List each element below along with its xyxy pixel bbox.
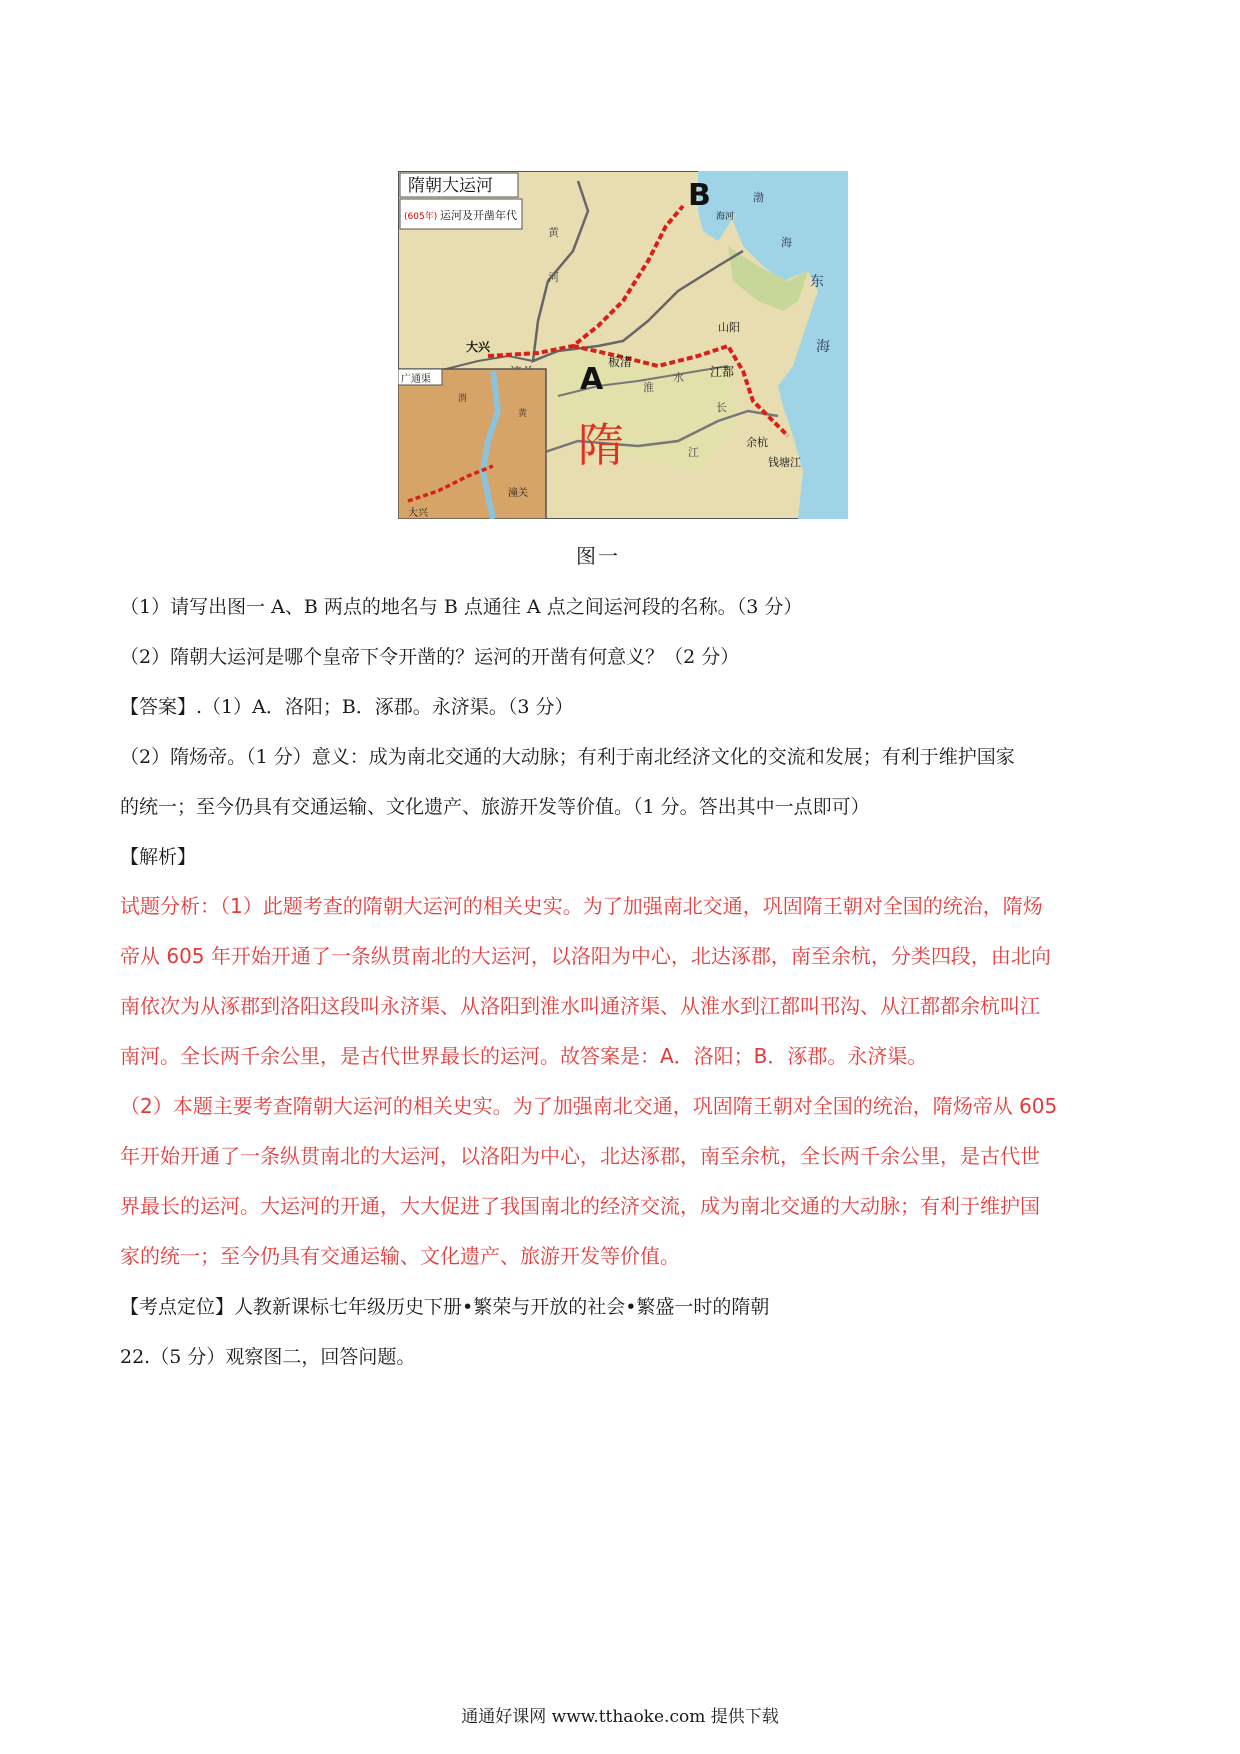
- inset-huang: 黄: [518, 409, 528, 419]
- place-shanyang: 山阳: [718, 321, 740, 334]
- analysis-p1-line: 试题分析：（1）此题考查的隋朝大运河的相关史实。为了加强南北交通，巩固隋王朝对全国的统治，隋炀: [120, 894, 1043, 918]
- analysis-p1-line: 南河。全长两千余公里，是古代世界最长的运河。故答案是：A．洛阳；B．涿郡。永济渠。: [120, 1044, 928, 1068]
- river-label-shui: 水: [673, 371, 684, 384]
- sui-grand-canal-map: [398, 171, 848, 519]
- map-title: 隋朝大运河: [408, 176, 493, 196]
- answer-line-2: （2）隋炀帝。（1 分）意义：成为南北交通的大动脉；有利于南北经济文化的交流和发展；有利于维护国家: [120, 746, 1015, 768]
- question-2: （2）隋朝大运河是哪个皇帝下令开凿的？运河的开凿有何意义？（2 分）: [120, 646, 740, 668]
- inset-map: [398, 369, 546, 519]
- analysis-label: 【解析】: [120, 846, 197, 868]
- place-jiangdu: 江都: [710, 365, 735, 379]
- figure-caption: 图一: [576, 544, 620, 568]
- point-b-label: B: [688, 178, 711, 213]
- legend-text: 运河及开凿年代: [440, 209, 517, 222]
- answer-line-1: 【答案】.（1）A．洛阳；B．涿郡。永济渠。（3 分）: [120, 696, 574, 718]
- sea-label-bo: 渤: [753, 191, 764, 204]
- sea-label-dong: 东: [810, 274, 824, 290]
- page-footer: 通通好课网 www.tthaoke.com 提供下载: [461, 1707, 779, 1727]
- legend-year: (605年): [404, 212, 438, 222]
- river-label-chang: 长: [716, 401, 727, 414]
- analysis-p2-line: （2）本题主要考查隋朝大运河的相关史实。为了加强南北交通，巩固隋王朝对全国的统治，隋炀帝从 605: [120, 1094, 1058, 1118]
- inset-title: 广通渠: [401, 374, 431, 385]
- place-daxing: 大兴: [466, 340, 491, 354]
- analysis-p2-line: 界最长的运河。大运河的开通，大大促进了我国南北的经济交流，成为南北交通的大动脉；有利于维护国: [120, 1194, 1040, 1218]
- inset-wei: 渭: [458, 394, 468, 404]
- empire-label: 隋: [578, 418, 624, 472]
- place-yuhang: 余杭: [746, 436, 768, 449]
- river-label-huai: 淮: [643, 381, 654, 394]
- river-label-huang: 黄: [548, 226, 559, 239]
- river-label-he: 河: [548, 271, 559, 284]
- map-figure: [398, 171, 848, 519]
- analysis-p2-line: 家的统一；至今仍具有交通运输、文化遗产、旅游开发等价值。: [120, 1244, 680, 1268]
- point-a-label: A: [580, 362, 604, 397]
- sea-label-hai-bo: 海: [781, 236, 792, 249]
- question-1: （1）请写出图一 A、B 两点的地名与 B 点通往 A 点之间运河段的名称。（3 分）: [120, 596, 803, 618]
- place-banzhu: 板渚: [608, 355, 633, 369]
- analysis-p2-line: 年开始开通了一条纵贯南北的大运河，以洛阳为中心，北达涿郡，南至余杭，全长两千余公里，是古代世: [120, 1144, 1040, 1168]
- river-label-jiang: 江: [688, 446, 699, 459]
- sea-label-hai-dong: 海: [816, 339, 830, 355]
- kaodian-line: 【考点定位】人教新课标七年级历史下册•繁荣与开放的社会•繁盛一时的隋朝: [120, 1296, 770, 1318]
- next-question: 22.（5 分）观察图二，回答问题。: [120, 1346, 416, 1368]
- analysis-p1-line: 帝从 605 年开始开通了一条纵贯南北的大运河，以洛阳为中心，北达涿郡，南至余杭，分类四段，由北向: [120, 944, 1051, 968]
- answer-line-3: 的统一；至今仍具有交通运输、文化遗产、旅游开发等价值。（1 分。答出其中一点即可）: [120, 796, 870, 818]
- inset-tongguan: 潼关: [508, 488, 528, 499]
- place-qiantangjiang: 钱塘江: [768, 456, 801, 469]
- inset-daxing: 大兴: [408, 508, 428, 519]
- analysis-p1-line: 南依次为从涿郡到洛阳这段叫永济渠、从洛阳到淮水叫通济渠、从淮水到江都叫邗沟、从江都都余杭叫江: [120, 994, 1040, 1018]
- place-haihe: 海河: [716, 212, 735, 222]
